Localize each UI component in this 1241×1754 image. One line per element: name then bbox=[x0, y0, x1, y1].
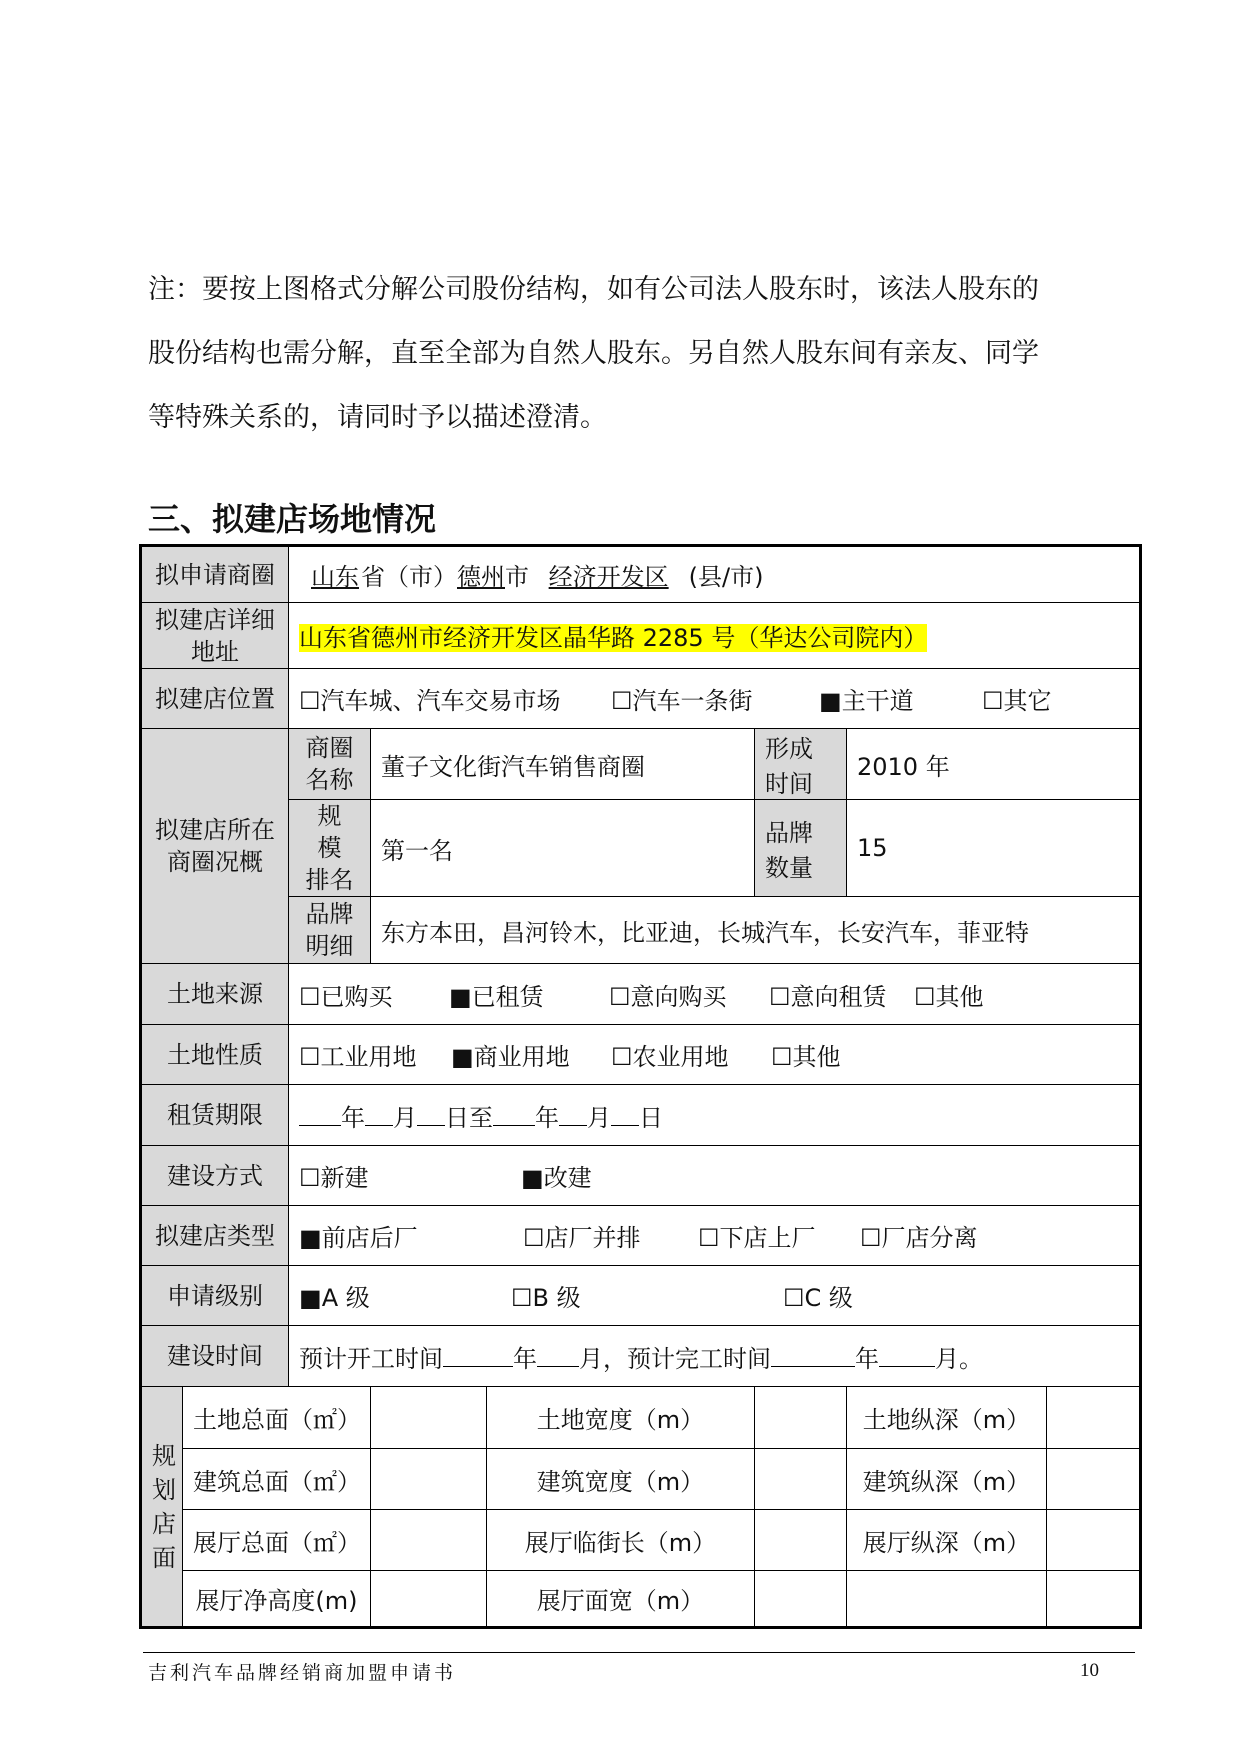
showroom-depth-label: 展厅纵深（m） bbox=[847, 1510, 1047, 1571]
checkbox-icon: ☐ bbox=[982, 687, 1004, 715]
land-source-option-leased[interactable] bbox=[449, 977, 609, 1012]
showroom-depth-value[interactable] bbox=[1047, 1510, 1141, 1571]
business-area-value[interactable] bbox=[289, 546, 1141, 603]
blank-end-day[interactable] bbox=[611, 1103, 639, 1126]
blank-start-month[interactable] bbox=[537, 1344, 579, 1367]
land-source-label: 土地来源 bbox=[141, 964, 289, 1025]
circle-name-label-2: 名称 bbox=[305, 766, 354, 794]
circle-label-line2: 商圈况概 bbox=[167, 848, 263, 876]
plan-label-char: 划 bbox=[152, 1475, 176, 1504]
checkbox-checked-icon: ■ bbox=[451, 1043, 474, 1071]
showroom-total-area-label: 展厅总面（㎡） bbox=[183, 1510, 371, 1571]
construction-option-rebuild[interactable] bbox=[521, 1158, 592, 1193]
land-nature-option-commercial[interactable] bbox=[451, 1037, 611, 1072]
construction-mode-label: 建设方式 bbox=[141, 1146, 289, 1206]
option-label: 下店上厂 bbox=[719, 1224, 816, 1252]
footer-divider bbox=[143, 1652, 1135, 1653]
address-label-line2: 地址 bbox=[191, 637, 239, 666]
section-title: 三、拟建店场地情况 bbox=[148, 500, 437, 538]
blank-end-month[interactable] bbox=[559, 1103, 587, 1126]
day-to-text: 日至 bbox=[445, 1103, 493, 1132]
brand-detail-label-2: 明细 bbox=[305, 932, 354, 960]
building-width-label: 建筑宽度（m） bbox=[487, 1449, 755, 1510]
checkbox-icon: ☐ bbox=[783, 1284, 805, 1312]
land-nature-option-industrial[interactable] bbox=[299, 1037, 451, 1072]
checkbox-icon: ☐ bbox=[914, 982, 936, 1011]
land-depth-label: 土地纵深（m） bbox=[847, 1387, 1047, 1449]
plan-store-label bbox=[141, 1387, 183, 1628]
option-label: 工业用地 bbox=[320, 1043, 417, 1071]
circle-name-label-1: 商圈 bbox=[305, 734, 354, 762]
empty-cell bbox=[1047, 1571, 1141, 1628]
month-end-text: 月。 bbox=[935, 1344, 983, 1373]
store-type-options bbox=[289, 1206, 1141, 1266]
circle-name-label bbox=[289, 729, 371, 800]
row-store-type bbox=[141, 1206, 1141, 1266]
land-depth-value[interactable] bbox=[1047, 1387, 1141, 1449]
district-unit: (县/市) bbox=[688, 563, 764, 591]
month-text: 月 bbox=[587, 1103, 611, 1132]
option-label: A 级 bbox=[321, 1284, 370, 1312]
month-comma-text: 月，预计完工时间 bbox=[579, 1344, 771, 1373]
checkbox-icon: ☐ bbox=[611, 687, 633, 715]
checkbox-icon: ☐ bbox=[299, 687, 321, 715]
checkbox-icon: ☐ bbox=[698, 1224, 720, 1252]
land-width-value[interactable] bbox=[755, 1387, 847, 1449]
start-text: 预计开工时间 bbox=[299, 1344, 443, 1373]
month-text: 月 bbox=[393, 1103, 417, 1132]
construction-mode-options bbox=[289, 1146, 1141, 1206]
year-text: 年 bbox=[535, 1103, 559, 1132]
checkbox-icon: ☐ bbox=[299, 1043, 321, 1071]
option-label: 店厂并排 bbox=[544, 1224, 641, 1252]
location-options bbox=[289, 669, 1141, 729]
lease-term-value[interactable] bbox=[289, 1085, 1141, 1146]
store-type-option-stacked[interactable] bbox=[698, 1218, 860, 1253]
note-line-1: 注：要按上图格式分解公司股份结构，如有公司法人股东时，该法人股东的 bbox=[148, 274, 1039, 305]
formed-time-label: 形成时间 bbox=[755, 729, 847, 800]
option-label: C 级 bbox=[804, 1284, 853, 1312]
scale-rank-value[interactable]: 第一名 bbox=[371, 800, 755, 897]
scale-rank-label bbox=[289, 800, 371, 897]
showroom-net-height-label: 展厅净高度(m) bbox=[183, 1571, 371, 1628]
land-nature-option-agricultural[interactable] bbox=[611, 1037, 771, 1072]
row-lease-term bbox=[141, 1085, 1141, 1146]
lease-term-label: 租赁期限 bbox=[141, 1085, 289, 1146]
option-label: 其他 bbox=[935, 982, 984, 1011]
plan-label-char: 面 bbox=[152, 1543, 176, 1572]
year-text: 年 bbox=[341, 1103, 365, 1132]
blank-end-year[interactable] bbox=[771, 1344, 855, 1367]
row-location bbox=[141, 669, 1141, 729]
blank-start-day[interactable] bbox=[417, 1103, 445, 1126]
level-option-a[interactable] bbox=[299, 1278, 511, 1313]
empty-cell bbox=[847, 1571, 1047, 1628]
checkbox-checked-icon: ■ bbox=[521, 1164, 544, 1192]
checkbox-icon: ☐ bbox=[611, 1043, 633, 1071]
brand-count-label: 品牌数量 bbox=[755, 800, 847, 897]
row-land-nature bbox=[141, 1025, 1141, 1085]
checkbox-checked-icon: ■ bbox=[449, 982, 472, 1011]
checkbox-icon: ☐ bbox=[860, 1224, 882, 1252]
option-label: 商业用地 bbox=[473, 1043, 570, 1071]
building-depth-value[interactable] bbox=[1047, 1449, 1141, 1510]
store-type-label: 拟建店类型 bbox=[141, 1206, 289, 1266]
row-plan-1 bbox=[141, 1387, 1141, 1449]
showroom-frontage-value[interactable] bbox=[755, 1571, 847, 1628]
option-label: 厂店分离 bbox=[881, 1224, 978, 1252]
land-width-label: 土地宽度（m） bbox=[487, 1387, 755, 1449]
store-type-option-side-by-side[interactable] bbox=[523, 1218, 698, 1253]
site-info-table bbox=[139, 544, 1142, 1629]
brand-count-value[interactable]: 15 bbox=[847, 800, 1141, 897]
blank-start-year[interactable] bbox=[299, 1103, 341, 1126]
plan-label-char: 店 bbox=[152, 1509, 176, 1538]
option-label: 意向租赁 bbox=[790, 982, 887, 1011]
checkbox-icon: ☐ bbox=[771, 1043, 793, 1071]
note-line-2: 股份结构也需分解，直至全部为自然人股东。另自然人股东间有亲友、同学 bbox=[148, 338, 1039, 369]
construction-option-new[interactable] bbox=[299, 1158, 521, 1193]
land-source-option-other[interactable] bbox=[914, 977, 984, 1012]
checkbox-checked-icon: ■ bbox=[819, 687, 842, 715]
address-label bbox=[141, 603, 289, 669]
showroom-net-height-value[interactable] bbox=[371, 1571, 487, 1628]
blank-end-month[interactable] bbox=[879, 1344, 935, 1367]
option-label: 主干道 bbox=[841, 687, 914, 715]
level-option-b[interactable] bbox=[511, 1278, 783, 1313]
scale-label-2: 排名 bbox=[305, 866, 354, 894]
level-label: 申请级别 bbox=[141, 1266, 289, 1326]
row-build-time bbox=[141, 1326, 1141, 1387]
circle-label-line1: 拟建店所在 bbox=[155, 816, 275, 844]
location-option-other[interactable] bbox=[982, 681, 1052, 716]
showroom-total-area-value[interactable] bbox=[371, 1510, 487, 1571]
building-total-area-value[interactable] bbox=[371, 1449, 487, 1510]
row-address bbox=[141, 603, 1141, 669]
checkbox-icon: ☐ bbox=[299, 1164, 321, 1192]
scale-label-1: 规 模 bbox=[317, 802, 366, 862]
store-type-option-separate[interactable] bbox=[860, 1218, 978, 1253]
brand-detail-value[interactable]: 东方本田，昌河铃木，比亚迪，长城汽车，长安汽车，菲亚特 bbox=[371, 897, 1141, 964]
address-cell[interactable] bbox=[289, 603, 1141, 669]
option-label: 新建 bbox=[320, 1164, 369, 1192]
row-plan-3 bbox=[141, 1510, 1141, 1571]
land-source-option-intend-lease[interactable] bbox=[769, 977, 914, 1012]
note-line-3: 等特殊关系的，请同时予以描述澄清。 bbox=[148, 402, 607, 433]
checkbox-icon: ☐ bbox=[511, 1284, 533, 1312]
blank-end-year[interactable] bbox=[493, 1103, 535, 1126]
location-option-main-road[interactable] bbox=[819, 681, 982, 716]
city-unit: 市 bbox=[505, 563, 529, 591]
option-label: 已租赁 bbox=[471, 982, 544, 1011]
showroom-street-length-value[interactable] bbox=[755, 1510, 847, 1571]
province-value: 山东 bbox=[311, 563, 359, 591]
location-option-auto-city[interactable] bbox=[299, 681, 611, 716]
option-label: 汽车一条街 bbox=[632, 687, 753, 715]
building-width-value[interactable] bbox=[755, 1449, 847, 1510]
formed-time-value[interactable]: 2010 年 bbox=[847, 729, 1141, 800]
option-label: 改建 bbox=[543, 1164, 592, 1192]
building-total-area-label: 建筑总面（㎡） bbox=[183, 1449, 371, 1510]
checkbox-icon: ☐ bbox=[299, 982, 321, 1011]
page-number: 10 bbox=[1080, 1660, 1099, 1681]
row-construction-mode bbox=[141, 1146, 1141, 1206]
land-source-option-intend-buy[interactable] bbox=[609, 977, 769, 1012]
land-source-options bbox=[289, 964, 1141, 1025]
building-depth-label: 建筑纵深（m） bbox=[847, 1449, 1047, 1510]
row-plan-4 bbox=[141, 1571, 1141, 1628]
blank-start-month[interactable] bbox=[365, 1103, 393, 1126]
showroom-street-length-label: 展厅临街长（m） bbox=[487, 1510, 755, 1571]
land-total-area-value[interactable] bbox=[371, 1387, 487, 1449]
showroom-frontage-label: 展厅面宽（m） bbox=[487, 1571, 755, 1628]
land-source-option-bought[interactable] bbox=[299, 977, 449, 1012]
location-label: 拟建店位置 bbox=[141, 669, 289, 729]
blank-start-year[interactable] bbox=[443, 1344, 513, 1367]
location-option-auto-street[interactable] bbox=[611, 681, 819, 716]
row-business-area bbox=[141, 546, 1141, 603]
footer-title: 吉利汽车品牌经销商加盟申请书 bbox=[148, 1662, 457, 1684]
brand-detail-label-1: 品牌 bbox=[305, 900, 354, 928]
row-plan-2 bbox=[141, 1449, 1141, 1510]
land-nature-option-other[interactable] bbox=[771, 1037, 841, 1072]
option-label: 意向购买 bbox=[630, 982, 727, 1011]
option-label: 前店后厂 bbox=[321, 1224, 418, 1252]
land-total-area-label: 土地总面（㎡） bbox=[183, 1387, 371, 1449]
row-level bbox=[141, 1266, 1141, 1326]
address-label-line1: 拟建店详细 bbox=[155, 605, 275, 634]
option-label: 已购买 bbox=[320, 982, 393, 1011]
option-label: 其他 bbox=[792, 1043, 841, 1071]
level-option-c[interactable] bbox=[783, 1278, 853, 1313]
year-text: 年 bbox=[855, 1344, 879, 1373]
option-label: B 级 bbox=[532, 1284, 581, 1312]
store-type-option-front-shop[interactable] bbox=[299, 1218, 523, 1253]
checkbox-checked-icon: ■ bbox=[299, 1284, 322, 1312]
checkbox-icon: ☐ bbox=[609, 982, 631, 1011]
option-label: 其它 bbox=[1003, 687, 1052, 715]
province-unit: 省（市） bbox=[361, 563, 457, 591]
plan-label-char: 规 bbox=[152, 1441, 176, 1470]
build-time-label: 建设时间 bbox=[141, 1326, 289, 1387]
checkbox-checked-icon: ■ bbox=[299, 1224, 322, 1252]
circle-name-value[interactable]: 董子文化街汽车销售商圈 bbox=[371, 729, 755, 800]
brand-detail-label bbox=[289, 897, 371, 964]
checkbox-icon: ☐ bbox=[769, 982, 791, 1011]
district-value: 经济开发区 bbox=[548, 563, 669, 591]
option-label: 汽车城、汽车交易市场 bbox=[320, 687, 561, 715]
row-circle-brands bbox=[141, 897, 1141, 964]
address-value: 山东省德州市经济开发区晶华路 2285 号（华达公司院内） bbox=[299, 624, 928, 652]
year-text: 年 bbox=[513, 1344, 537, 1373]
circle-overview-label bbox=[141, 729, 289, 964]
business-area-label: 拟申请商圈 bbox=[141, 546, 289, 603]
row-circle-scale bbox=[141, 800, 1141, 897]
row-circle-name bbox=[141, 729, 1141, 800]
row-land-source bbox=[141, 964, 1141, 1025]
level-options bbox=[289, 1266, 1141, 1326]
checkbox-icon: ☐ bbox=[523, 1224, 545, 1252]
build-time-value[interactable] bbox=[289, 1326, 1141, 1387]
city-value: 德州 bbox=[457, 563, 505, 591]
note-paragraph bbox=[148, 258, 1128, 450]
land-nature-label: 土地性质 bbox=[141, 1025, 289, 1085]
day-text: 日 bbox=[639, 1103, 663, 1132]
land-nature-options bbox=[289, 1025, 1141, 1085]
option-label: 农业用地 bbox=[632, 1043, 729, 1071]
